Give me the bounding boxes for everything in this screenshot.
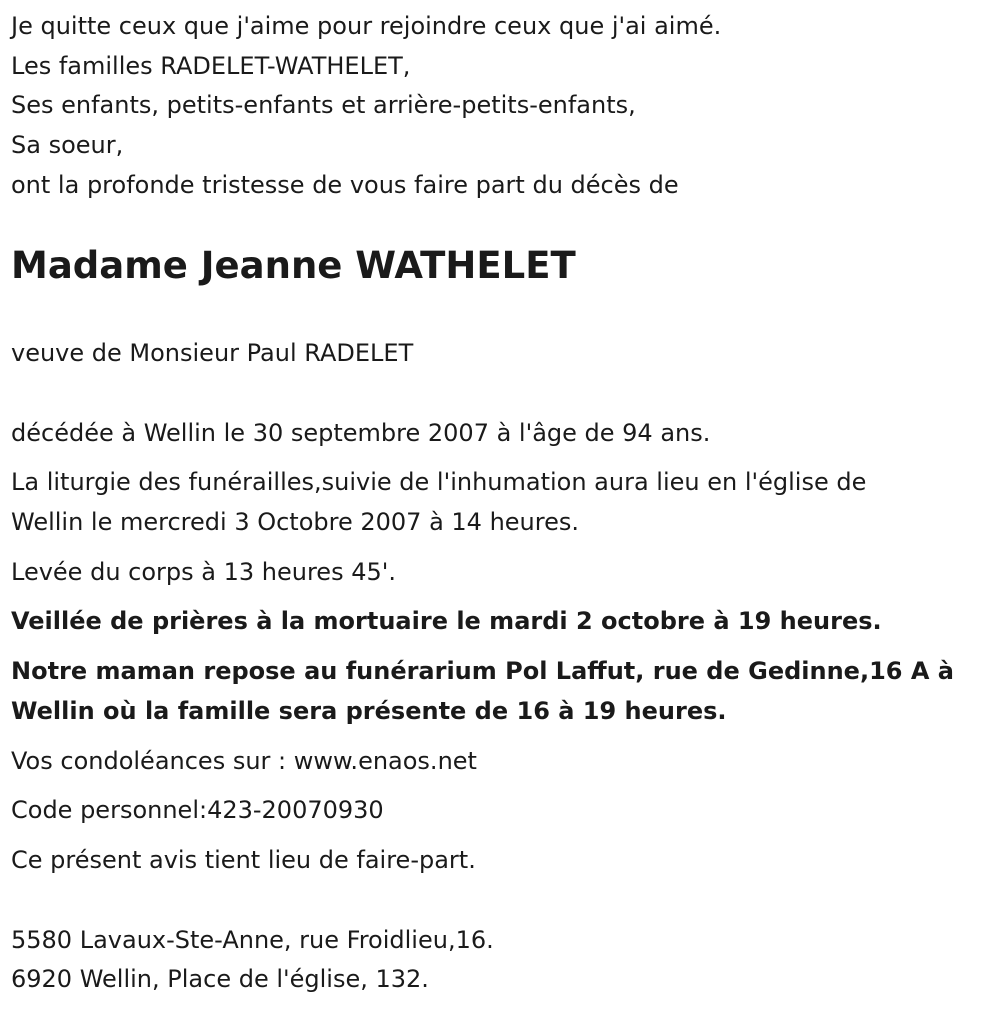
deceased-death-details: décédée à Wellin le 30 septembre 2007 à l'âge de 94 ans. [11,419,711,447]
intro-sister: Sa soeur, [11,131,124,159]
condolences-code: Code personnel:423-20070930 [11,796,384,824]
address-line: 6920 Wellin, Place de l'église, 132. [11,965,429,993]
funeral-liturgy-line-1: La liturgie des funérailles,suivie de l'inhumation aura lieu en l'église de [11,468,867,496]
condolences-website: Vos condoléances sur : www.enaos.net [11,747,477,775]
intro-families: Les familles RADELET-WATHELET, [11,52,411,80]
deceased-spouse: veuve de Monsieur Paul RADELET [11,339,414,367]
funeral-levee: Levée du corps à 13 heures 45'. [11,558,396,586]
funeral-rest-line-2: Wellin où la famille sera présente de 16 à 19 heures. [11,697,727,725]
intro-children: Ses enfants, petits-enfants et arrière-petits-enfants, [11,91,636,119]
address-line: 5580 Lavaux-Ste-Anne, rue Froidlieu,16. [11,926,494,954]
intro-announcement: ont la profonde tristesse de vous faire part du décès de [11,171,679,199]
condolences-notice: Ce présent avis tient lieu de faire-part. [11,846,476,874]
funeral-vigil: Veillée de prières à la mortuaire le mardi 2 octobre à 19 heures. [11,607,882,635]
intro-quote: Je quitte ceux que j'aime pour rejoindre ceux que j'ai aimé. [11,12,722,40]
funeral-rest-line-1: Notre maman repose au funérarium Pol Laffut, rue de Gedinne,16 A à [11,657,954,685]
deceased-name: Madame Jeanne WATHELET [11,244,576,287]
funeral-liturgy-line-2: Wellin le mercredi 3 Octobre 2007 à 14 heures. [11,508,579,536]
